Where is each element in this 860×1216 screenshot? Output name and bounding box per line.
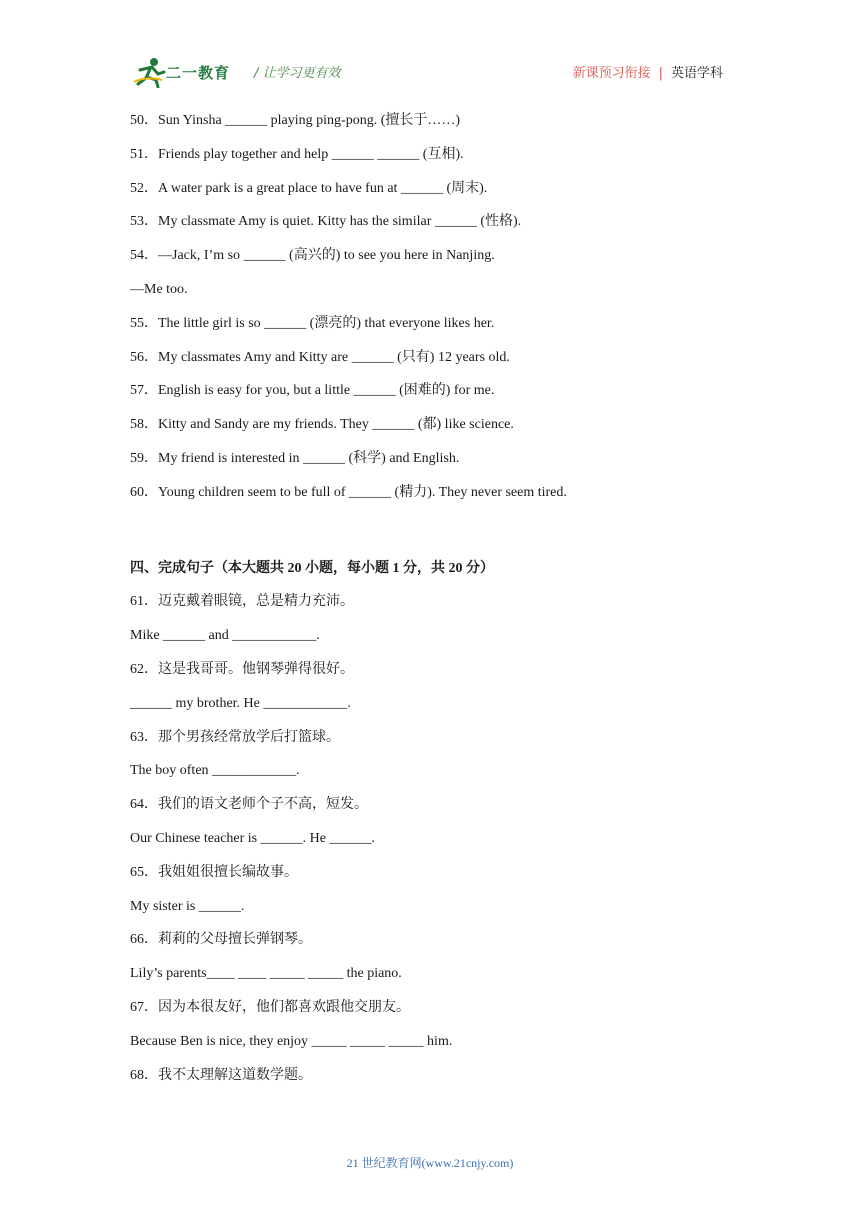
logo-text: 二一教育 (166, 64, 231, 82)
question-line: 63．那个男孩经常放学后打篮球。 (130, 729, 340, 745)
answer-line: Lily’s parents____ ____ _____ _____ the piano. (130, 966, 402, 982)
answer-line: ______ my brother. He ____________. (130, 695, 351, 711)
answer-line: Because Ben is nice, they enjoy _____ _____ _____ him. (130, 1033, 453, 1049)
question-line: 65．我姐姐很擅长编故事。 (130, 864, 298, 880)
question-line: 57．English is easy for you, but a little ______ (困难的) for me. (130, 383, 495, 399)
question-line: 58．Kitty and Sandy are my friends. They ______ (都) like science. (130, 417, 514, 433)
question-line: 50．Sun Yinsha ______ playing ping-pong. (擅长于……) (130, 113, 461, 128)
slogan: / 让学习更有效 (254, 66, 341, 81)
question-line: 54．—Jack, I’m so ______ (高兴的) to see you here in Nanjing. (130, 248, 495, 264)
brand-logo (132, 56, 238, 88)
question-line: 56．My classmates Amy and Kitty are ______ (只有) 12 years old. (130, 349, 510, 365)
course-label: 新课预习衔接 (572, 66, 651, 81)
section-title: 四、完成句子（本大题共 20 小题，每小题 1 分，共 20 分） (130, 560, 494, 576)
answer-line: Mike ______ and ____________. (130, 628, 320, 644)
answer-line: Our Chinese teacher is ______. He ______. (130, 830, 375, 846)
question-line: 64．我们的语文老师个子不高，短发。 (130, 797, 368, 813)
question-line: 59．My friend is interested in ______ (科学) and English. (130, 450, 460, 466)
question-line: 66．莉莉的父母擅长弹钢琴。 (130, 932, 312, 948)
answer-line: The boy often ____________. (130, 763, 300, 779)
question-line: 68．我不太理解这道数学题。 (130, 1067, 312, 1083)
question-line: 67．因为本很友好，他们都喜欢跟他交朋友。 (130, 999, 410, 1015)
question-line: 51．Friends play together and help ______ ______ (互相). (130, 146, 464, 162)
document-body (130, 108, 730, 1096)
header-course-info (573, 62, 723, 81)
subject-label: 英语学科 (670, 66, 723, 81)
question-line: 62．这是我哥哥。他钢琴弹得很好。 (130, 661, 354, 677)
answer-line: My sister is ______. (130, 898, 245, 914)
header-separator: | (658, 66, 663, 81)
question-line: 60．Young children seem to be full of ______ (精力). They never seem tired. (130, 484, 567, 500)
running-figure-icon (132, 56, 166, 88)
section-gap (130, 514, 730, 556)
question-line: 52．A water park is a great place to have fun at ______ (周末). (130, 180, 488, 196)
page-header (0, 0, 860, 100)
question-line: —Me too. (130, 281, 188, 297)
question-line: 53．My classmate Amy is quiet. Kitty has the similar ______ (性格). (130, 214, 522, 230)
question-line: 55．The little girl is so ______ (漂亮的) that everyone likes her. (130, 315, 495, 331)
question-line: 61．迈克戴着眼镜，总是精力充沛。 (130, 594, 354, 610)
page-footer: 21 世纪教育网(www.21cnjy.com) (346, 1156, 514, 1170)
